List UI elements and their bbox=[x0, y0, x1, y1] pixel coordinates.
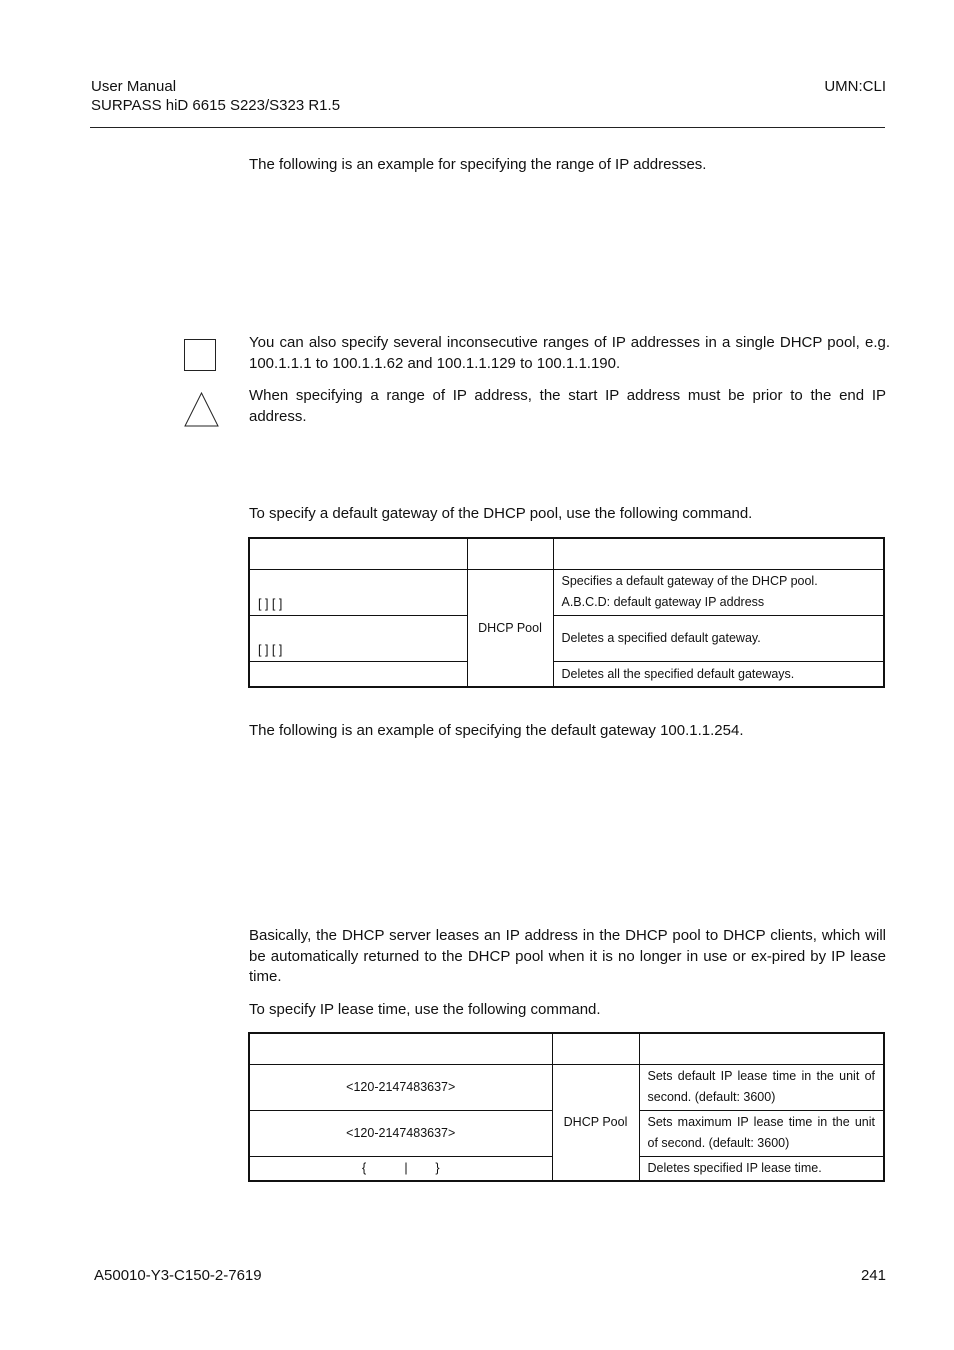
command-cell: [ ] [ ] bbox=[249, 569, 467, 615]
description-cell bbox=[553, 569, 884, 615]
header-cell-command bbox=[249, 538, 467, 569]
caution-icon bbox=[184, 392, 219, 427]
description-cell: Deletes specified IP lease time. bbox=[639, 1156, 884, 1181]
gateway-command-table bbox=[248, 537, 885, 688]
footer-doc-id: A50010-Y3-C150-2-7619 bbox=[94, 1267, 262, 1284]
command-cell: <120-2147483637> bbox=[249, 1110, 552, 1156]
table-row bbox=[249, 615, 884, 661]
description-cell: Sets default IP lease time in the unit of second. (default: 3600) bbox=[639, 1064, 884, 1110]
header-manual-label: User Manual bbox=[91, 78, 177, 95]
table-row bbox=[249, 661, 884, 687]
lease-command-table bbox=[248, 1032, 885, 1182]
note-icon bbox=[184, 339, 216, 371]
description-cell: Deletes all the specified default gateways. bbox=[553, 661, 884, 687]
command-cell: { | } bbox=[249, 1156, 552, 1181]
header-section-code: UMN:CLI bbox=[824, 78, 886, 95]
caution-text: When specifying a range of IP address, the start IP address must be prior to the end IP address. bbox=[249, 387, 886, 425]
table-header-row bbox=[249, 538, 884, 569]
mode-cell: DHCP Pool bbox=[467, 569, 553, 687]
header-divider bbox=[90, 127, 885, 128]
description-line: A.B.C.D: default gateway IP address bbox=[561, 595, 765, 609]
header-cell-command bbox=[249, 1033, 552, 1064]
description-cell: Deletes a specified default gateway. bbox=[553, 615, 884, 661]
range-example-intro: The following is an example for specifying the range of IP addresses. bbox=[249, 156, 707, 173]
header-cell-mode bbox=[467, 538, 553, 569]
header-product-title: SURPASS hiD 6615 S223/S323 R1.5 bbox=[91, 97, 341, 114]
table-row bbox=[249, 569, 884, 615]
gateway-example-intro: The following is an example of specifying the default gateway 100.1.1.254. bbox=[249, 722, 744, 739]
footer-page-number: 241 bbox=[860, 1267, 886, 1284]
command-cell: [ ] [ ] bbox=[249, 615, 467, 661]
note-text: You can also specify several inconsecutive ranges of IP addresses in a single DHCP pool, e.g. 100.1.1.1 to 100.1.1.62 and 100.1.1.129 to 100.1.1.190. bbox=[249, 334, 890, 372]
mode-cell: DHCP Pool bbox=[552, 1064, 639, 1181]
lease-command-intro: To specify IP lease time, use the following command. bbox=[249, 1001, 601, 1018]
gateway-command-intro: To specify a default gateway of the DHCP pool, use the following command. bbox=[249, 505, 753, 522]
description-line: Specifies a default gateway of the DHCP pool. bbox=[561, 574, 818, 588]
table-row bbox=[249, 1064, 884, 1110]
lease-description: Basically, the DHCP server leases an IP address in the DHCP pool to DHCP clients, which will be automatically returned to the DHCP pool when it is no longer in use or ex-pired by IP lease time. bbox=[249, 927, 886, 985]
table-header-row bbox=[249, 1033, 884, 1064]
description-cell: Sets maximum IP lease time in the unit of second. (default: 3600) bbox=[639, 1110, 884, 1156]
header-cell-description bbox=[553, 538, 884, 569]
header-cell-mode bbox=[552, 1033, 639, 1064]
command-cell bbox=[249, 661, 467, 687]
header-cell-description bbox=[639, 1033, 884, 1064]
command-cell: <120-2147483637> bbox=[249, 1064, 552, 1110]
